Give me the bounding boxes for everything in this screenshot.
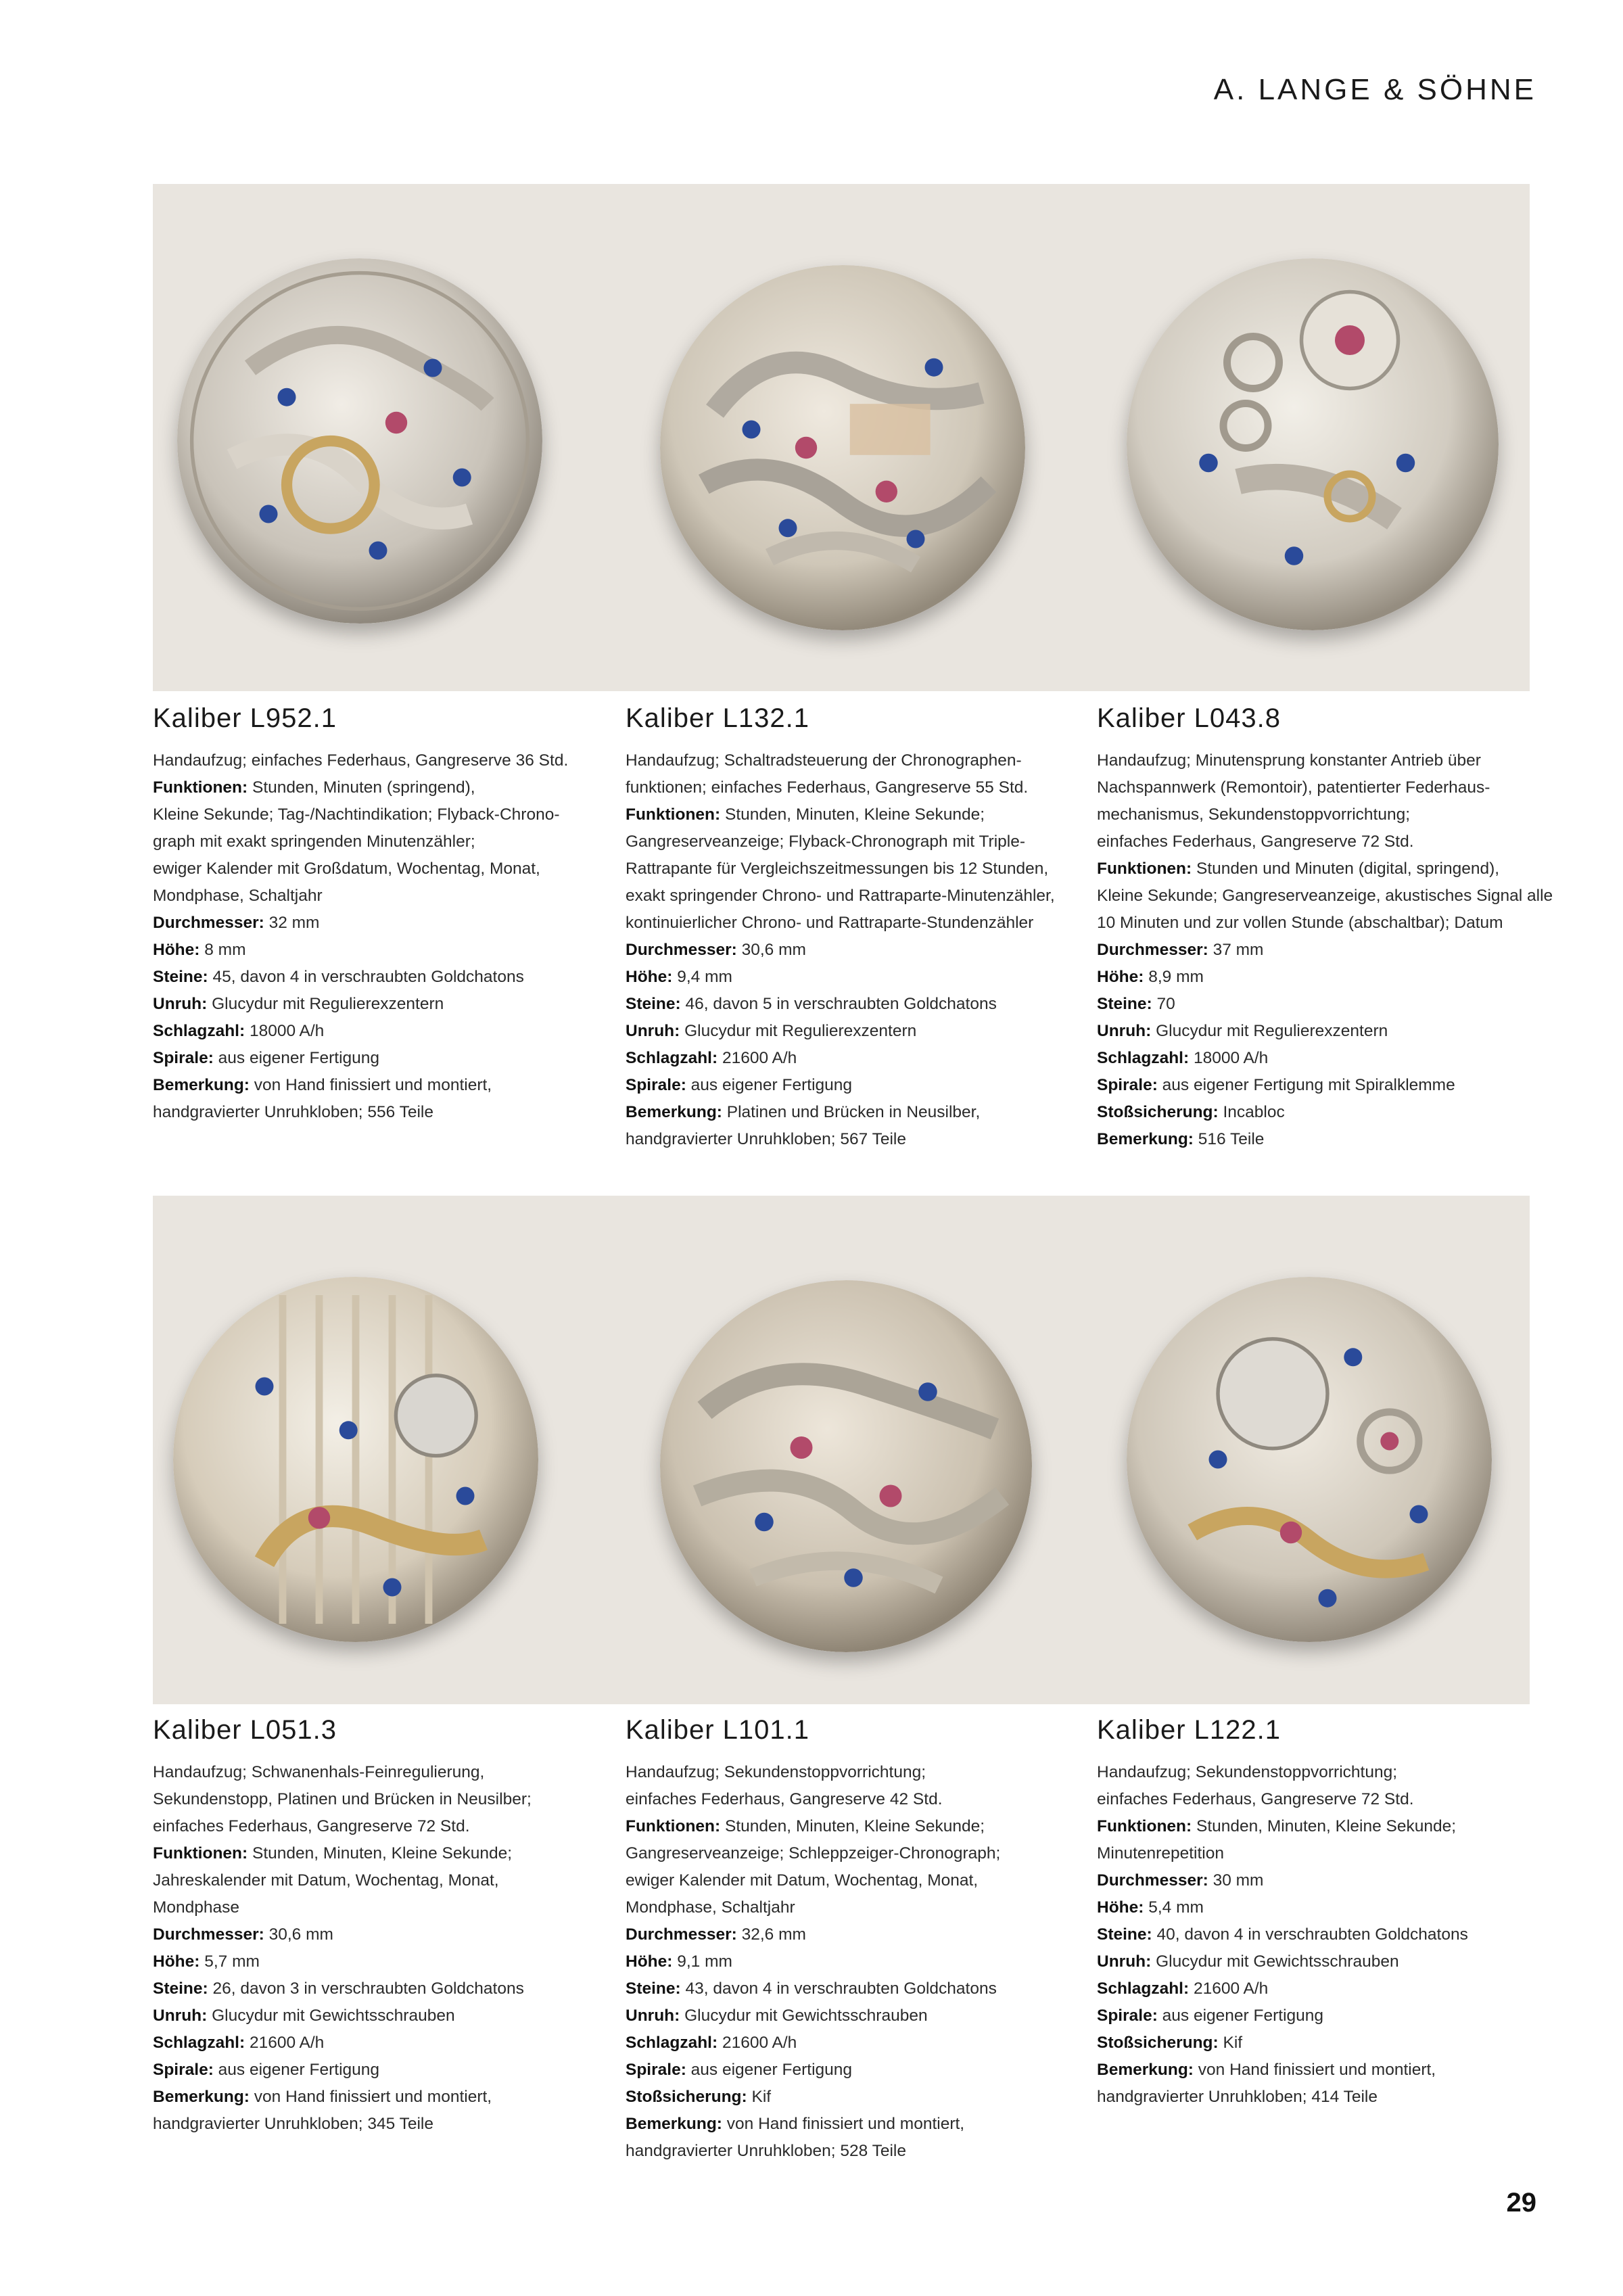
spec-value: Kif (747, 2088, 772, 2106)
caliber-l051-specs (153, 1715, 586, 2138)
spec-line (626, 910, 1058, 937)
caliber-spec-list (626, 747, 1058, 1153)
spec-value: 18000 A/h (1189, 1049, 1269, 1067)
spec-label: Spirale: (626, 1076, 686, 1094)
spec-line (1097, 2030, 1530, 2057)
spec-line (153, 1894, 586, 1921)
spec-line (626, 1099, 1058, 1126)
spec-value: Mondphase (153, 1898, 240, 1917)
spec-line (1097, 1018, 1530, 1045)
spec-value: Glucydur mit Regulierexzentern (207, 995, 444, 1013)
spec-line (1097, 828, 1530, 856)
spec-value: aus eigener Fertigung (686, 1076, 853, 1094)
spec-label: Spirale: (153, 2061, 214, 2079)
spec-line (1097, 747, 1530, 774)
spec-line (626, 1813, 1058, 1840)
spec-line (626, 964, 1058, 991)
spec-label: Spirale: (626, 2061, 686, 2079)
spec-line (626, 774, 1058, 801)
spec-label: Unruh: (153, 995, 208, 1013)
spec-value: von Hand finissiert und montiert, (249, 1076, 492, 1094)
spec-value: einfaches Federhaus, Gangreserve 72 Std. (153, 1817, 470, 1835)
spec-value: Kif (1218, 2034, 1243, 2052)
spec-label: Bemerkung: (626, 2115, 722, 2133)
spec-line (1097, 1072, 1530, 1099)
spec-line (153, 1975, 586, 2002)
spec-line (626, 801, 1058, 828)
spec-line (626, 747, 1058, 774)
caliber-title: Kaliber L952.1 (153, 703, 337, 733)
spec-line (153, 2084, 586, 2111)
spec-value: 40, davon 4 in verschraubten Goldchatons (1152, 1925, 1468, 1944)
caliber-title: Kaliber L132.1 (626, 703, 809, 733)
spec-line (153, 1813, 586, 1840)
spec-value: Handaufzug; einfaches Federhaus, Gangreserve 36 Std. (153, 751, 569, 770)
spec-value: von Hand finissiert und montiert, (1193, 2061, 1436, 2079)
caliber-l952-specs (153, 703, 586, 1126)
spec-value: Platinen und Brücken in Neusilber, (722, 1103, 981, 1121)
spec-value: Glucydur mit Gewichtsschrauben (207, 2007, 455, 2025)
spec-line (1097, 991, 1530, 1018)
spec-label: Spirale: (1097, 2007, 1158, 2025)
caliber-spec-list (1097, 1759, 1530, 2111)
spec-value: Gangreserveanzeige; Schleppzeiger-Chronograph; (626, 1844, 1001, 1862)
spec-line (626, 1786, 1058, 1813)
spec-label: Bemerkung: (1097, 2061, 1194, 2079)
spec-label: Steine: (153, 1979, 208, 1998)
spec-label: Höhe: (1097, 968, 1144, 986)
spec-label: Funktionen: (626, 805, 721, 824)
spec-line (153, 910, 586, 937)
spec-label: Durchmesser: (1097, 1871, 1208, 1890)
spec-line (153, 747, 586, 774)
spec-value: von Hand finissiert und montiert, (722, 2115, 965, 2133)
spec-label: Stoßsicherung: (1097, 2034, 1219, 2052)
spec-value: aus eigener Fertigung (213, 1049, 380, 1067)
spec-value: ewiger Kalender mit Großdatum, Wochentag, Monat, (153, 860, 540, 878)
spec-value: aus eigener Fertigung (686, 2061, 853, 2079)
spec-value: funktionen; einfaches Federhaus, Gangreserve 55 Std. (626, 778, 1029, 797)
movement-photo-l952 (177, 258, 542, 624)
spec-line (1097, 910, 1530, 937)
spec-label: Spirale: (1097, 1076, 1158, 1094)
spec-line (1097, 1894, 1530, 1921)
spec-line (153, 883, 586, 910)
caliber-l122-specs (1097, 1715, 1530, 2111)
spec-line (153, 801, 586, 828)
brand-header: A. LANGE & SÖHNE (1213, 73, 1536, 106)
spec-label: Höhe: (1097, 1898, 1144, 1917)
spec-value: einfaches Federhaus, Gangreserve 42 Std. (626, 1790, 943, 1808)
spec-label: Spirale: (153, 1049, 214, 1067)
spec-line (626, 991, 1058, 1018)
spec-line (153, 991, 586, 1018)
spec-label: Durchmesser: (626, 941, 737, 959)
spec-line (1097, 774, 1530, 801)
spec-label: Schlagzahl: (626, 2034, 718, 2052)
spec-line (1097, 801, 1530, 828)
spec-value: handgravierter Unruhkloben; 556 Teile (153, 1103, 433, 1121)
spec-value: 10 Minuten und zur vollen Stunde (abschaltbar); Datum (1097, 914, 1503, 932)
spec-value: 8,9 mm (1144, 968, 1204, 986)
spec-value: Nachspannwerk (Remontoir), patentierter Federhaus- (1097, 778, 1490, 797)
caliber-spec-list (153, 1759, 586, 2138)
spec-line (153, 1921, 586, 1948)
spec-label: Schlagzahl: (1097, 1049, 1190, 1067)
spec-line (153, 1867, 586, 1894)
spec-line (1097, 1921, 1530, 1948)
movement-photo-band-top (153, 184, 1530, 691)
spec-line (626, 1948, 1058, 1975)
spec-line (153, 1045, 586, 1072)
spec-value: 5,4 mm (1144, 1898, 1204, 1917)
spec-value: Glucydur mit Regulierexzentern (680, 1022, 917, 1040)
spec-value: 9,1 mm (672, 1952, 732, 1971)
spec-value: Rattrapante für Vergleichszeitmessungen bis 12 Stunden, (626, 860, 1049, 878)
caliber-spec-list (1097, 747, 1553, 1153)
spec-line (1097, 2057, 1530, 2084)
spec-value: Stunden, Minuten, Kleine Sekunde; (720, 1817, 985, 1835)
caliber-l043-specs (1097, 703, 1553, 1153)
spec-value: 21600 A/h (1189, 1979, 1269, 1998)
spec-line (626, 2057, 1058, 2084)
spec-label: Funktionen: (153, 778, 248, 797)
spec-value: 21600 A/h (718, 2034, 797, 2052)
spec-line (1097, 1045, 1530, 1072)
spec-value: ewiger Kalender mit Datum, Wochentag, Monat, (626, 1871, 979, 1890)
spec-line (1097, 1813, 1530, 1840)
spec-label: Durchmesser: (1097, 941, 1208, 959)
spec-label: Unruh: (626, 1022, 680, 1040)
spec-label: Schlagzahl: (626, 1049, 718, 1067)
spec-label: Funktionen: (1097, 860, 1192, 878)
spec-value: Gangreserveanzeige; Flyback-Chronograph mit Triple- (626, 833, 1025, 851)
spec-line (626, 2111, 1058, 2138)
spec-line (1097, 964, 1530, 991)
spec-label: Unruh: (626, 2007, 680, 2025)
spec-label: Funktionen: (1097, 1817, 1192, 1835)
spec-line (153, 2030, 586, 2057)
spec-value: Handaufzug; Minutensprung konstanter Antrieb über (1097, 751, 1481, 770)
spec-line (153, 856, 586, 883)
spec-value: von Hand finissiert und montiert, (249, 2088, 492, 2106)
spec-label: Bemerkung: (626, 1103, 722, 1121)
spec-line (153, 1840, 586, 1867)
spec-line (1097, 1099, 1530, 1126)
spec-value: Kleine Sekunde; Gangreserveanzeige, akustisches Signal alle (1097, 887, 1553, 905)
spec-line (153, 828, 586, 856)
spec-line (626, 1759, 1058, 1786)
spec-line (626, 1045, 1058, 1072)
caliber-l101-specs (626, 1715, 1058, 2165)
spec-label: Steine: (626, 995, 681, 1013)
movement-photo-l043 (1127, 258, 1499, 630)
spec-value: Stunden, Minuten, Kleine Sekunde; (720, 805, 985, 824)
caliber-title: Kaliber L122.1 (1097, 1715, 1281, 1745)
spec-value: 37 mm (1208, 941, 1264, 959)
spec-value: 516 Teile (1193, 1130, 1265, 1148)
spec-line (153, 1018, 586, 1045)
spec-line (153, 1072, 586, 1099)
spec-line (153, 2002, 586, 2030)
caliber-title: Kaliber L043.8 (1097, 703, 1281, 733)
spec-value: aus eigener Fertigung (1157, 2007, 1324, 2025)
spec-label: Höhe: (626, 968, 673, 986)
spec-value: Stunden, Minuten, Kleine Sekunde; (1192, 1817, 1457, 1835)
spec-line (626, 1867, 1058, 1894)
spec-label: Unruh: (1097, 1022, 1152, 1040)
spec-value: 30,6 mm (736, 941, 806, 959)
spec-line (1097, 883, 1553, 910)
spec-value: graph mit exakt springenden Minutenzähler; (153, 833, 475, 851)
spec-label: Stoßsicherung: (1097, 1103, 1219, 1121)
spec-line (1097, 1948, 1530, 1975)
spec-value: Minutenrepetition (1097, 1844, 1224, 1862)
spec-label: Unruh: (1097, 1952, 1152, 1971)
spec-line (626, 828, 1058, 856)
spec-line (626, 2002, 1058, 2030)
spec-value: handgravierter Unruhkloben; 414 Teile (1097, 2088, 1378, 2106)
spec-value: 45, davon 4 in verschraubten Goldchatons (208, 968, 524, 986)
spec-line (626, 937, 1058, 964)
spec-value: 9,4 mm (672, 968, 732, 986)
spec-label: Steine: (1097, 1925, 1152, 1944)
spec-line (153, 2057, 586, 2084)
spec-line (153, 774, 586, 801)
spec-value: 30,6 mm (264, 1925, 333, 1944)
spec-label: Unruh: (153, 2007, 208, 2025)
spec-value: 8 mm (199, 941, 246, 959)
spec-value: kontinuierlicher Chrono- und Rattraparte-Stundenzähler (626, 914, 1034, 932)
spec-line (626, 1126, 1058, 1153)
spec-line (1097, 937, 1530, 964)
spec-value: Stunden, Minuten, Kleine Sekunde; (248, 1844, 513, 1862)
spec-value: handgravierter Unruhkloben; 345 Teile (153, 2115, 433, 2133)
spec-value: 26, davon 3 in verschraubten Goldchatons (208, 1979, 524, 1998)
spec-line (626, 1072, 1058, 1099)
spec-value: Handaufzug; Sekundenstoppvorrichtung; (1097, 1763, 1398, 1781)
spec-line (1097, 1867, 1530, 1894)
spec-value: Incabloc (1218, 1103, 1285, 1121)
movement-photo-l122 (1127, 1277, 1492, 1642)
spec-value: 46, davon 5 in verschraubten Goldchatons (680, 995, 997, 1013)
spec-label: Höhe: (153, 1952, 200, 1971)
spec-value: handgravierter Unruhkloben; 567 Teile (626, 1130, 906, 1148)
spec-value: 21600 A/h (245, 2034, 325, 2052)
spec-value: Handaufzug; Sekundenstoppvorrichtung; (626, 1763, 926, 1781)
spec-label: Bemerkung: (1097, 1130, 1194, 1148)
spec-line (1097, 856, 1530, 883)
spec-line (626, 1018, 1058, 1045)
spec-value: Mondphase, Schaltjahr (626, 1898, 795, 1917)
spec-line (1097, 1840, 1530, 1867)
movement-photo-l051 (173, 1277, 538, 1642)
spec-line (626, 883, 1058, 910)
spec-line (626, 856, 1058, 883)
spec-line (153, 1948, 586, 1975)
spec-line (153, 1099, 586, 1126)
spec-label: Steine: (153, 968, 208, 986)
spec-value: 70 (1152, 995, 1175, 1013)
spec-line (626, 1975, 1058, 2002)
spec-label: Schlagzahl: (1097, 1979, 1190, 1998)
spec-line (626, 2138, 1058, 2165)
spec-line (626, 1894, 1058, 1921)
spec-value: einfaches Federhaus, Gangreserve 72 Std. (1097, 833, 1414, 851)
spec-value: Mondphase, Schaltjahr (153, 887, 323, 905)
caliber-title: Kaliber L101.1 (626, 1715, 809, 1745)
caliber-l132-specs (626, 703, 1058, 1153)
spec-label: Schlagzahl: (153, 2034, 245, 2052)
spec-line (1097, 1126, 1530, 1153)
spec-value: 43, davon 4 in verschraubten Goldchatons (680, 1979, 997, 1998)
spec-value: Glucydur mit Gewichtsschrauben (1151, 1952, 1399, 1971)
spec-label: Bemerkung: (153, 1076, 250, 1094)
movement-photo-band-bottom (153, 1196, 1530, 1704)
spec-value: aus eigener Fertigung (213, 2061, 380, 2079)
spec-line (1097, 1786, 1530, 1813)
movement-photo-l132 (660, 265, 1025, 630)
spec-line (626, 2084, 1058, 2111)
spec-line (626, 1921, 1058, 1948)
spec-label: Schlagzahl: (153, 1022, 245, 1040)
spec-label: Durchmesser: (153, 914, 264, 932)
spec-line (153, 2111, 586, 2138)
spec-value: Kleine Sekunde; Tag-/Nachtindikation; Flyback-Chrono- (153, 805, 560, 824)
spec-label: Bemerkung: (153, 2088, 250, 2106)
spec-label: Höhe: (626, 1952, 673, 1971)
spec-value: 30 mm (1208, 1871, 1264, 1890)
caliber-spec-list (153, 747, 586, 1126)
spec-label: Durchmesser: (626, 1925, 737, 1944)
page-number: 29 (1506, 2188, 1536, 2218)
spec-label: Stoßsicherung: (626, 2088, 747, 2106)
spec-value: 21600 A/h (718, 1049, 797, 1067)
spec-value: handgravierter Unruhkloben; 528 Teile (626, 2142, 906, 2160)
spec-label: Funktionen: (626, 1817, 721, 1835)
spec-value: exakt springender Chrono- und Rattraparte-Minutenzähler, (626, 887, 1055, 905)
spec-label: Funktionen: (153, 1844, 248, 1862)
spec-value: mechanismus, Sekundenstoppvorrichtung; (1097, 805, 1411, 824)
spec-line (1097, 2084, 1530, 2111)
spec-line (1097, 2002, 1530, 2030)
spec-value: Stunden und Minuten (digital, springend), (1192, 860, 1500, 878)
spec-value: einfaches Federhaus, Gangreserve 72 Std. (1097, 1790, 1414, 1808)
spec-label: Höhe: (153, 941, 200, 959)
spec-value: Handaufzug; Schwanenhals-Feinregulierung, (153, 1763, 485, 1781)
spec-label: Steine: (1097, 995, 1152, 1013)
spec-value: 32 mm (264, 914, 320, 932)
spec-value: Handaufzug; Schaltradsteuerung der Chronographen- (626, 751, 1022, 770)
spec-value: aus eigener Fertigung mit Spiralklemme (1157, 1076, 1455, 1094)
spec-value: Sekundenstopp, Platinen und Brücken in Neusilber; (153, 1790, 532, 1808)
spec-line (153, 937, 586, 964)
spec-line (153, 1759, 586, 1786)
spec-value: 18000 A/h (245, 1022, 325, 1040)
caliber-title: Kaliber L051.3 (153, 1715, 337, 1745)
spec-value: Stunden, Minuten (springend), (248, 778, 475, 797)
spec-line (153, 1786, 586, 1813)
spec-value: Jahreskalender mit Datum, Wochentag, Monat, (153, 1871, 499, 1890)
spec-value: Glucydur mit Gewichtsschrauben (680, 2007, 928, 2025)
movement-photo-l101 (660, 1280, 1032, 1652)
spec-value: 32,6 mm (736, 1925, 806, 1944)
spec-value: 5,7 mm (199, 1952, 260, 1971)
spec-line (626, 2030, 1058, 2057)
caliber-spec-list (626, 1759, 1058, 2165)
spec-value: Glucydur mit Regulierexzentern (1151, 1022, 1388, 1040)
spec-line (1097, 1975, 1530, 2002)
spec-line (153, 964, 586, 991)
spec-line (1097, 1759, 1530, 1786)
spec-line (626, 1840, 1058, 1867)
spec-label: Durchmesser: (153, 1925, 264, 1944)
spec-label: Steine: (626, 1979, 681, 1998)
